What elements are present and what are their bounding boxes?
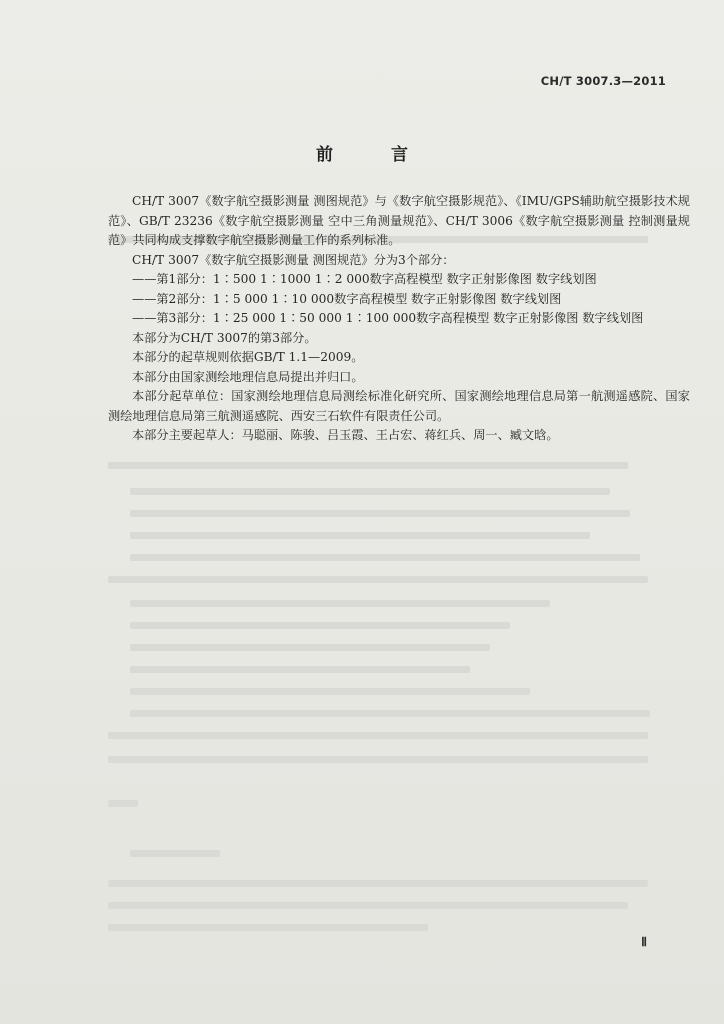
show-through-line: [130, 850, 220, 857]
paragraph: 本部分的起草规则依据GB/T 1.1—2009。: [132, 350, 364, 364]
show-through-line: [130, 666, 470, 673]
show-through-line: [130, 532, 590, 539]
show-through-line: [108, 902, 628, 909]
page-title: 前 言: [316, 145, 434, 165]
show-through-line: [108, 756, 648, 763]
part-list-item: ——第2部分：1∶5 000 1∶10 000数字高程模型 数字正射影像图 数字线划图: [132, 291, 562, 306]
show-through-line: [108, 732, 648, 739]
show-through-line: [130, 710, 650, 717]
paragraph: 本部分为CH/T 3007的第3部分。: [132, 330, 317, 345]
part-list-item: ——第3部分：1∶25 000 1∶50 000 1∶100 000数字高程模型 数字正射影像图 数字线划图: [132, 311, 644, 325]
show-through-line: [130, 488, 610, 495]
show-through-line: [108, 880, 648, 887]
show-through-line: [108, 800, 138, 807]
show-through-line: [130, 622, 510, 629]
show-through-line: [130, 600, 550, 607]
show-through-line: [130, 510, 630, 517]
show-through-line: [130, 554, 640, 561]
show-through-line: [130, 644, 490, 651]
standard-code: CH/T 3007.3—2011: [540, 74, 666, 88]
paragraph: 本部分起草单位：国家测绘地理信息局测绘标准化研究所、国家测绘地理信息局第一航测遥感院、国家测绘地理信息局第三航测遥感院、西安三石软件有限责任公司。: [108, 389, 690, 423]
paragraph: 本部分主要起草人：马聪丽、陈骏、吕玉霞、王占宏、蒋红兵、周一、臧文晗。: [132, 428, 559, 442]
show-through-line: [108, 576, 648, 583]
show-through-line: [108, 924, 428, 931]
show-through-line: [108, 462, 628, 469]
part-list-item: ——第1部分：1∶500 1∶1000 1∶2 000数字高程模型 数字正射影像图 数字线划图: [132, 272, 597, 286]
show-through-line: [130, 688, 530, 695]
paragraph: CH/T 3007《数字航空摄影测量 测图规范》分为3个部分：: [132, 252, 455, 267]
page-number: Ⅱ: [641, 935, 647, 949]
foreword-body: [108, 192, 690, 446]
paragraph: 本部分由国家测绘地理信息局提出并归口。: [132, 369, 364, 384]
paragraph: CH/T 3007《数字航空摄影测量 测图规范》与《数字航空摄影规范》、《IMU/GPS辅助航空摄影技术规范》、GB/T 23236《数字航空摄影测量 空中三角测量规范》、CH/T 3006《数字航空摄影测量 控制测量规范》共同构成支撑数字航空摄影测量工作的系列标准。: [108, 194, 690, 247]
